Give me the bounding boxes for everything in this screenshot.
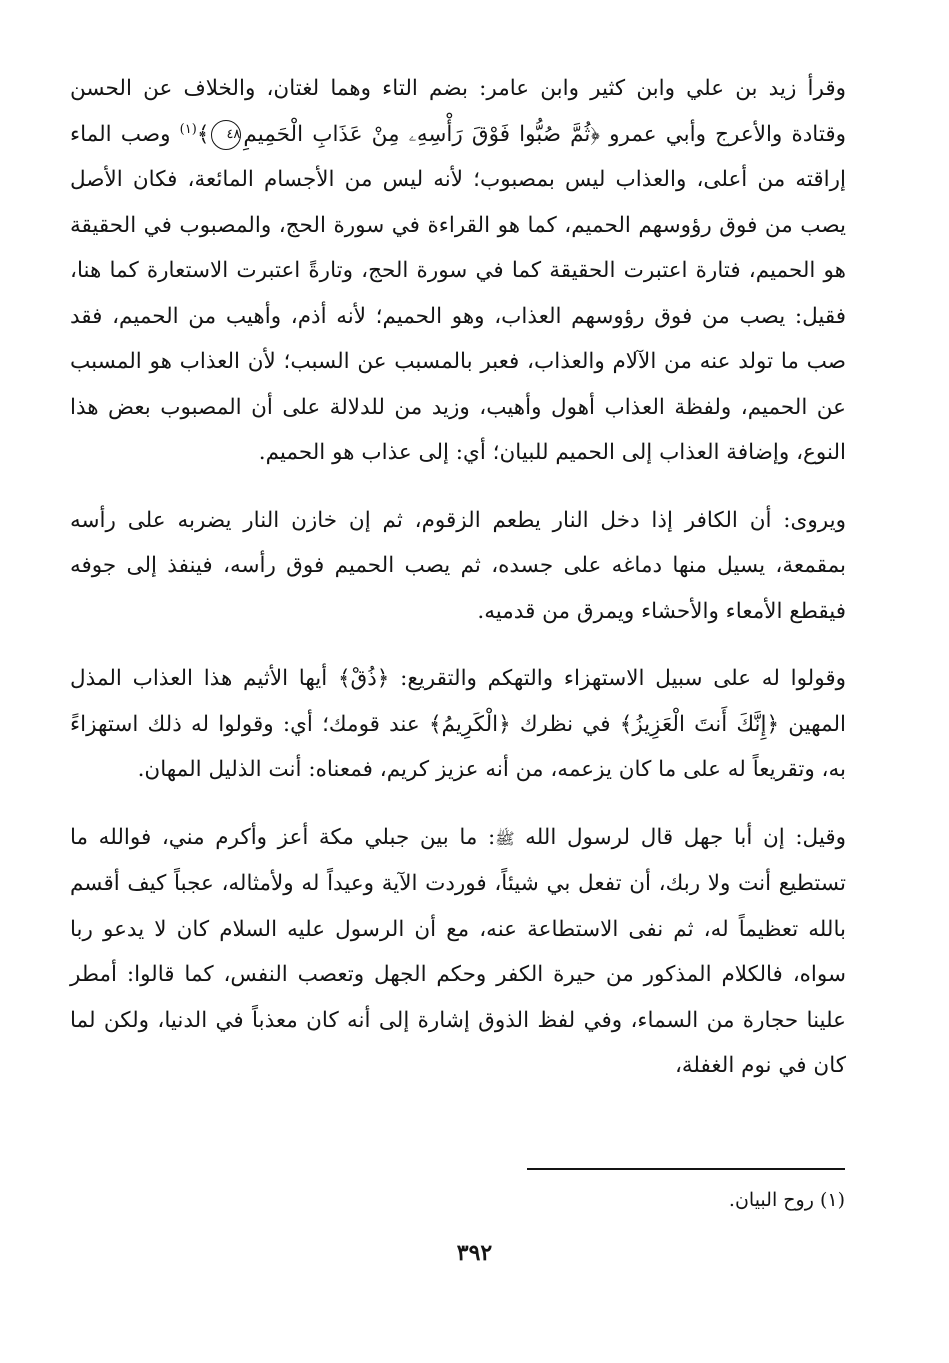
quran-quote-al-karim: ﴿الْكَرِيمُ﴾ xyxy=(428,711,511,737)
paragraph-4-part-1: وقيل: إن أبا جهل قال لرسول الله xyxy=(514,824,846,850)
paragraph-1-body: وصب الماء إراقته من أعلى، والعذاب ليس بمصبوب؛ لأنه ليس من الأجسام المائعة، فكان الأصل يصب من فوق رؤوسهم الحميم، كما هو القراءة في سورة الحج، والمصبوب في الحقيقة هو الحميم، فتارة اعتبرت الحقيقة كما في سورة الحج، وتارةً اعتبرت الاستعارة كما هنا، فقيل: يصب من فوق رؤوسهم العذاب، وهو الحميم؛ لأنه أذم، وأهيب من الحميم، فقد صب ما تولد عنه من الآلام والعذاب، فعبر بالمسبب عن السبب؛ لأن العذاب هو المسبب عن الحميم، ولفظة العذاب أهول وأهيب، وزيد من للدلالة على أن المصبوب بعض هذا النوع، وإضافة العذاب إلى الحميم للبيان؛ أي: إلى عذاب هو الحميم. xyxy=(70,121,846,465)
paragraph-3-part-4: عند قومك؛ أي: وقولوا له ذلك استهزاءً به، وتقريعاً له على ما كان يزعمه، من أنه عزيز كريم، فمعناه: أنت الذليل المهان. xyxy=(70,711,846,782)
paragraph-3-part-1: وقولوا له على سبيل الاستهزاء والتهكم والتقريع: xyxy=(389,666,846,691)
quran-quote-close: ﴾ xyxy=(196,121,210,147)
paragraph-1-intro: وقرأ زيد بن علي وابن كثير وابن عامر: بضم التاء وهما لغتان، والخلاف عن الحسن وقتادة والأعرج وأبي عمرو xyxy=(70,76,846,147)
salawat-ligature: ﷺ xyxy=(495,828,515,848)
footnote-number: (١) xyxy=(819,1189,845,1211)
paragraph-4-part-2: : ما بين جبلي مكة أعز وأكرم مني، فوالله ما تستطيع أنت ولا ربك، أن تفعل بي شيئاً، فوردت الآية وعيداً له ولأمثاله، عجباً كيف أقسم بالله تعظيماً له، ثم نفى الاستطاعة عنه، مع أن الرسول عليه السلام كان لا يدعو ربا سواه، فالكلام المذكور من حيرة الكفر وحكم الجهل وتعصب النفس، كما قالوا: أمطر علينا حجارة من السماء، وفي لفظ الذوق إشارة إلى أنه كان معذباً في الدنيا، ولكن لما كان في نوم الغفلة، xyxy=(70,824,846,1078)
ayah-number-marker: ٤٨ xyxy=(211,120,241,150)
paragraph-1 xyxy=(70,66,846,476)
paragraph-2: ويروى: أن الكافر إذا دخل النار يطعم الزقوم، ثم إن خازن النار يضربه على رأسه بمقمعة، يسيل منها دماغه على جسده، ثم يصب الحميم فوق رأسه، فينفذ إلى جوفه فيقطع الأمعاء والأحشاء ويمرق من قدميه. xyxy=(70,507,846,624)
quran-quote-dhuq: ﴿ذُقْ﴾ xyxy=(337,666,390,691)
footnote-text: روح البيان. xyxy=(728,1189,814,1211)
paragraph-3 xyxy=(70,656,846,793)
quran-quote-verse-48: ﴿ثُمَّ صُبُّوا فَوْقَ رَأْسِهِۦ مِنْ عَذَابِ الْحَمِيمِ xyxy=(243,121,600,147)
paragraph-4 xyxy=(70,815,846,1089)
footnote-reference[interactable]: (١) xyxy=(179,121,197,137)
quran-quote-al-aziz: ﴿إِنَّكَ أَنتَ الْعَزِيزُ﴾ xyxy=(619,711,780,737)
paragraph-3-part-3: في نظرك xyxy=(510,711,620,737)
page-number: ٣٩٢ xyxy=(456,1240,493,1266)
page-body xyxy=(70,66,846,1089)
paragraph-3-part-2: أيها الأثيم هذا العذاب المذل المهين xyxy=(70,666,846,737)
footnote xyxy=(729,1188,845,1212)
footnote-divider xyxy=(527,1168,845,1170)
